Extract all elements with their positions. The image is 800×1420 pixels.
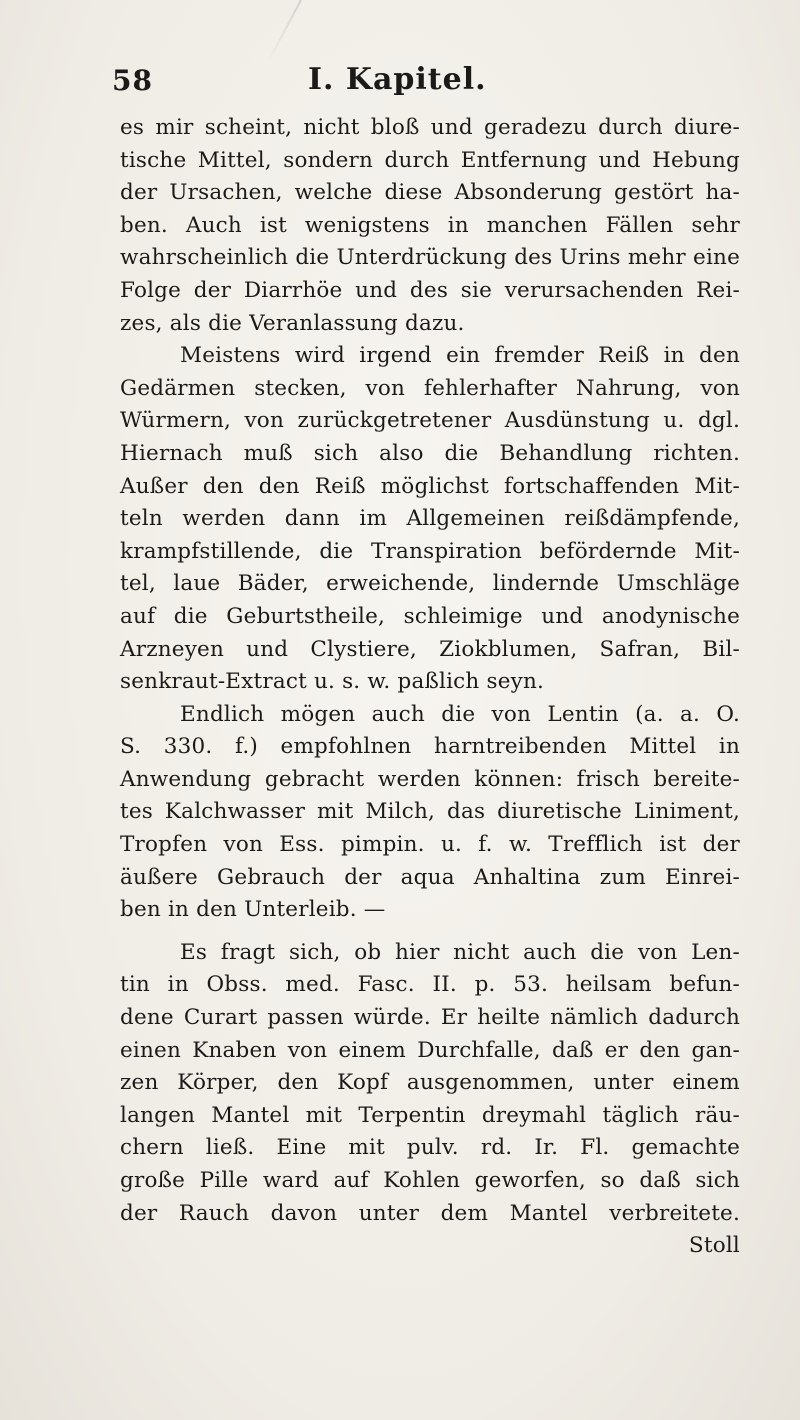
text-line: tin in Obss. med. Fasc. II. p. 53. heilsam befun- (120, 972, 740, 998)
text-line: einen Knaben von einem Durchfalle, daß er den gan- (120, 1037, 740, 1063)
text-line: chern ließ. Eine mit pulv. rd. Ir. Fl. gemachte (120, 1135, 740, 1161)
paragraph-4 (120, 937, 740, 1230)
text-line: auf die Geburtstheile, schleimige und anodynische (120, 603, 740, 629)
text-line: krampfstillende, die Transpiration befördernde Mit- (120, 538, 740, 564)
text-line: senkraut-Extract u. s. w. paßlich seyn. (120, 669, 545, 695)
text-line: ben in den Unterleib. — (120, 897, 386, 923)
body-text (120, 112, 740, 1263)
text-line: dene Curart passen würde. Er heilte nämlich dadurch (120, 1005, 740, 1031)
page-number: 58 (112, 64, 153, 97)
text-line: tische Mittel, sondern durch Entfernung und Hebung (120, 147, 740, 173)
scan-artifact (267, 0, 302, 62)
text-line: große Pille ward auf Kohlen geworfen, so daß sich (120, 1168, 740, 1193)
paragraph-2 (120, 340, 740, 699)
text-line: wahrscheinlich die Unterdrückung des Urins mehr eine (120, 245, 740, 271)
text-line: tel, laue Bäder, erweichende, lindernde Umschläge (120, 571, 740, 597)
text-line: Endlich mögen auch die von Lentin (a. a. O. (180, 701, 740, 727)
text-line: Gedärmen stecken, von fehlerhafter Nahrung, von (120, 375, 740, 401)
text-line: Folge der Diarrhöe und des sie verursachenden Rei- (120, 277, 740, 303)
text-line: Hiernach muß sich also die Behandlung richten. (120, 440, 740, 466)
text-line: zen Körper, den Kopf ausgenommen, unter einem (120, 1070, 740, 1096)
text-line: der Rauch davon unter dem Mantel verbreitete. (120, 1200, 740, 1226)
text-line: Tropfen von Ess. pimpin. u. f. w. Trefflich ist der (120, 832, 740, 858)
text-line: der Ursachen, welche diese Absonderung gestört ha- (120, 180, 740, 206)
text-line: Arzneyen und Clystiere, Ziokblumen, Safran, Bil- (120, 636, 740, 662)
text-line: teln werden dann im Allgemeinen reißdämpfende, (120, 506, 740, 532)
paragraph-1 (120, 112, 740, 340)
text-line: Würmern, von zurückgetretener Ausdünstung u. dgl. (120, 408, 740, 434)
paragraph-3 (120, 699, 740, 927)
text-line: Es fragt sich, ob hier nicht auch die von Len- (180, 939, 740, 965)
text-line: langen Mantel mit Terpentin dreymahl täglich räu- (120, 1102, 740, 1128)
text-line: ben. Auch ist wenigstens in manchen Fällen sehr (120, 212, 740, 238)
text-line: zes, als die Veranlassung dazu. (120, 310, 465, 336)
text-line: es mir scheint, nicht bloß und geradezu durch diure- (120, 115, 740, 140)
text-line: Außer den den Reiß möglichst fortschaffenden Mit- (120, 473, 740, 499)
chapter-title: I. Kapitel. (308, 62, 487, 97)
catchword: Stoll (688, 1233, 740, 1259)
text-line: S. 330. f.) empfohlnen harntreibenden Mittel in (120, 734, 740, 760)
text-line: tes Kalchwasser mit Milch, das diuretische Liniment, (120, 799, 740, 825)
page-header (112, 58, 732, 104)
text-line: äußere Gebrauch der aqua Anhaltina zum Einrei- (120, 864, 740, 890)
text-line: Meistens wird irgend ein fremder Reiß in den (180, 343, 740, 369)
text-line: Anwendung gebracht werden können: frisch bereite- (120, 766, 740, 792)
paragraph-gap (120, 927, 740, 937)
